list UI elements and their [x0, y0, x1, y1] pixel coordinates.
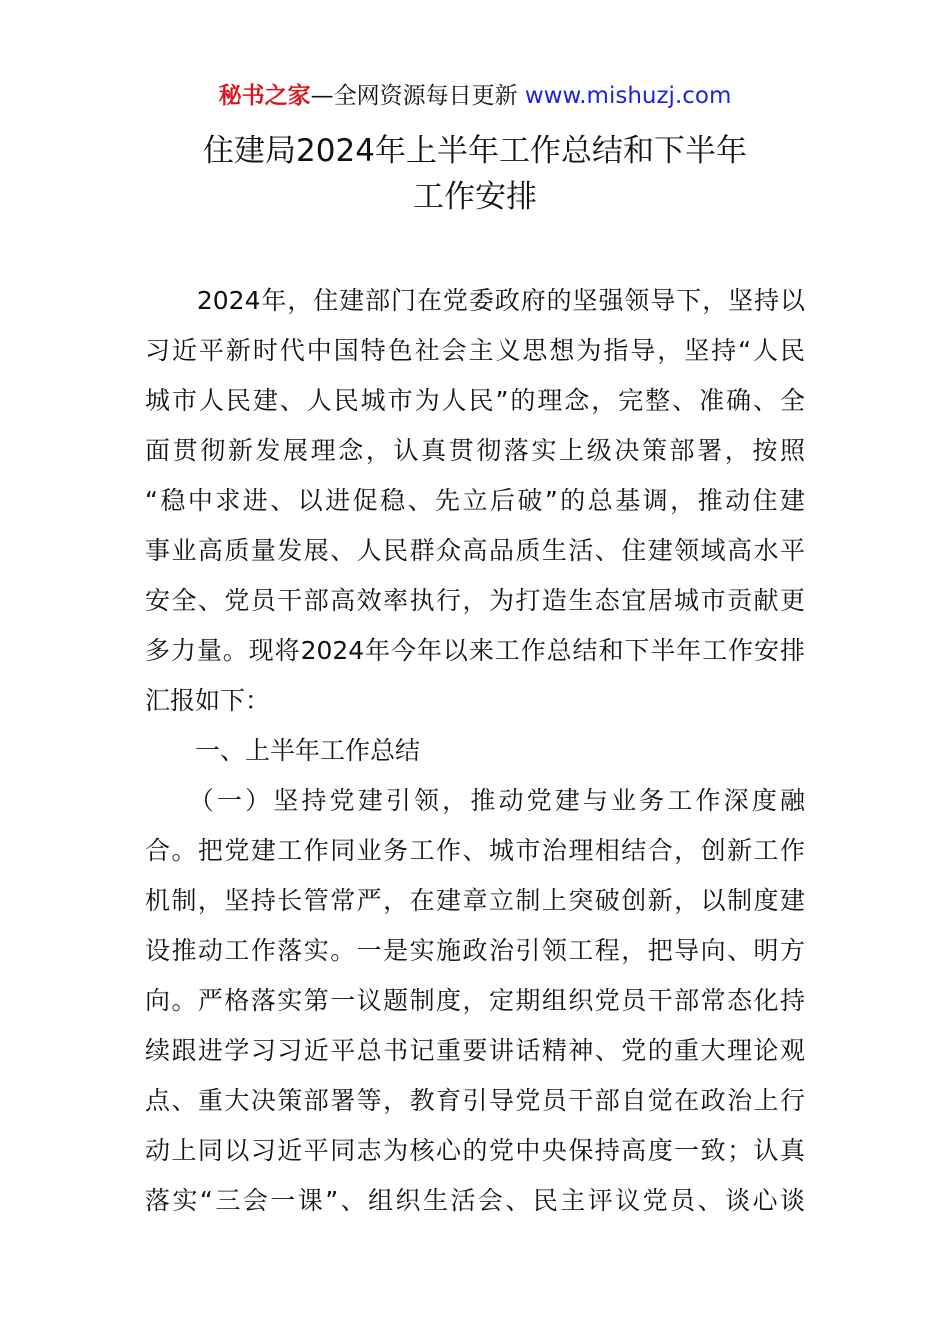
body-line-12: 合。把党建工作同业务工作、城市治理相结合，创新工作 [145, 836, 805, 865]
body-line-19: 落实“三会一课”、组织生活会、民主评议党员、谈心谈 [145, 1186, 805, 1215]
body-line-11: （一）坚持党建引领，推动党建与业务工作深度融 [145, 786, 805, 815]
title-line-2: 工作安排 [413, 179, 537, 215]
body-line-1: 2024年，住建部门在党委政府的坚强领导下，坚持以 [145, 286, 805, 315]
body-line-6: 事业高质量发展、人民群众高品质生活、住建领域高水平 [145, 536, 805, 565]
body-line-5: “稳中求进、以进促稳、先立后破”的总基调，推动住建 [145, 486, 805, 515]
body-line-14: 设推动工作落实。一是实施政治引领工程，把导向、明方 [145, 936, 805, 965]
document-title [0, 128, 950, 220]
body-line-2: 习近平新时代中国特色社会主义思想为指导，坚持“人民 [145, 336, 805, 365]
site-tagline: —全网资源每日更新 [310, 83, 525, 109]
body-line-3: 城市人民建、人民城市为人民”的理念，完整、准确、全 [145, 386, 805, 415]
body-line-7: 安全、党员干部高效率执行，为打造生态宜居城市贡献更 [145, 586, 805, 615]
brand-name: 秘书之家 [218, 83, 311, 109]
body-line-17: 点、重大决策部署等，教育引导党员干部自觉在政治上行 [145, 1086, 805, 1115]
body-line-15: 向。严格落实第一议题制度，定期组织党员干部常态化持 [145, 986, 805, 1015]
body-line-4: 面贯彻新发展理念，认真贯彻落实上级决策部署，按照 [145, 436, 805, 465]
document-body [145, 276, 805, 1226]
body-line-16: 续跟进学习习近平总书记重要讲话精神、党的重大理论观 [145, 1036, 805, 1065]
body-line-8: 多力量。现将2024年今年以来工作总结和下半年工作安排 [145, 636, 805, 665]
section-heading: 一、上半年工作总结 [195, 736, 421, 765]
site-url-link[interactable]: www.mishuzj.com [524, 83, 732, 109]
site-header [0, 80, 950, 112]
title-line-1: 住建局2024年上半年工作总结和下半年 [203, 133, 747, 169]
body-line-18: 动上同以习近平同志为核心的党中央保持高度一致；认真 [145, 1136, 805, 1165]
body-line-9: 汇报如下： [145, 686, 271, 715]
body-line-13: 机制，坚持长管常严，在建章立制上突破创新，以制度建 [145, 886, 805, 915]
